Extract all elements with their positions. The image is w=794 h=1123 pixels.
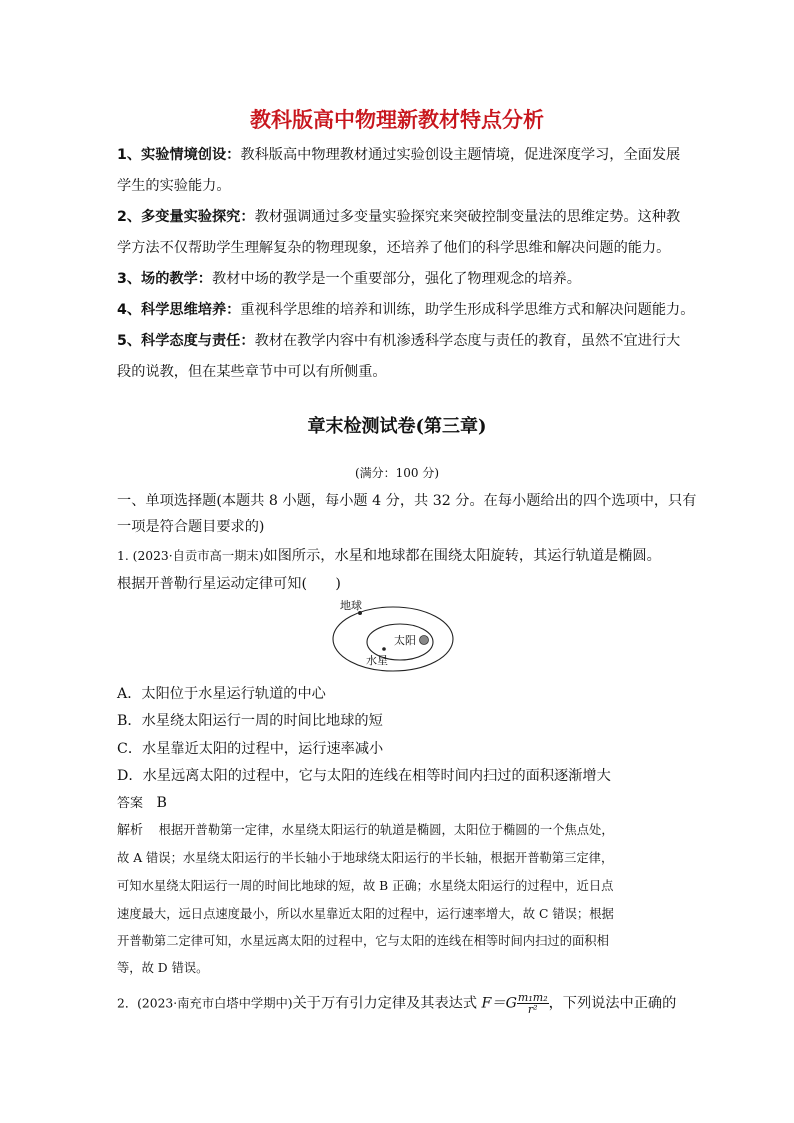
- analysis-line-2: 故 A 错误；水星绕太阳运行的半长轴小于地球绕太阳运行的半长轴，根据开普勒第三定律，: [117, 851, 614, 865]
- feature-text: 教材强调通过多变量实验探究来突破控制变量法的思维定势。这种教: [254, 209, 681, 225]
- answer-label: 答案: [117, 796, 144, 811]
- feature-4-line-1: [117, 300, 694, 320]
- feature-label: 1、实验情境创设：: [117, 147, 241, 163]
- feature-label: 4、科学思维培养：: [117, 302, 241, 318]
- question-source: 2．(2023·南充市白塔中学期中): [117, 996, 293, 1011]
- feature-5-line-1: [117, 331, 680, 351]
- formula-denominator: r²: [527, 1003, 538, 1016]
- feature-5-line-2: 段的说教，但在某些章节中可以有所侧重。: [117, 364, 387, 380]
- analysis-line-6: 等，故 D 错误。: [117, 961, 209, 975]
- orbit-diagram: [330, 598, 460, 674]
- section-heading-line-1: 一、单项选择题(本题共 8 小题，每小题 4 分，共 32 分。在每小题给出的四个选项中，只有: [117, 493, 697, 509]
- feature-2-line-1: [117, 207, 680, 227]
- formula-fraction: [517, 992, 549, 1015]
- earth-orbit: [333, 607, 453, 671]
- answer-value: B: [156, 795, 167, 811]
- feature-1-line-1: [117, 145, 680, 165]
- formula-lhs: F＝G: [481, 995, 517, 1012]
- feature-1-line-2: 学生的实验能力。: [117, 178, 231, 194]
- earth-label: 地球: [340, 599, 362, 612]
- feature-label: 3、场的教学：: [117, 271, 212, 287]
- formula-numerator: m₁m₂: [517, 991, 548, 1004]
- question-text: 如图所示，水星和地球都在围绕太阳旋转，其运行轨道是椭圆。: [263, 548, 661, 564]
- question-1-line-1: [117, 546, 661, 566]
- analysis-line-1: [117, 820, 614, 841]
- option-a: A．太阳位于水星运行轨道的中心: [117, 686, 326, 702]
- feature-text: 教科版高中物理教材通过实验创设主题情境，促进深度学习，全面发展: [240, 147, 681, 163]
- exam-title: 章末检测试卷(第三章): [307, 416, 487, 437]
- analysis-line-5: 开普勒第二定律可知，水星远离太阳的过程中，它与太阳的连线在相等时间内扫过的面积相: [117, 934, 609, 948]
- analysis-text: 根据开普勒第一定律，水星绕太阳运行的轨道是椭圆，太阳位于椭圆的一个焦点处，: [158, 823, 614, 837]
- feature-text: 重视科学思维的培养和训练，助学生形成科学思维方式和解决问题能力。: [240, 302, 695, 318]
- analysis-line-3: 可知水星绕太阳运行一周的时间比地球的短，故 B 正确；水星绕太阳运行的过程中，近日点: [117, 879, 614, 893]
- doc-title: 教科版高中物理新教材特点分析: [250, 108, 544, 132]
- mercury-icon: [382, 647, 386, 651]
- analysis-label: 解析: [117, 823, 144, 838]
- question-source: 1. (2023·自贡市高一期末): [117, 549, 264, 563]
- feature-3-line-1: [117, 269, 581, 289]
- section-heading-line-2: 一项是符合题目要求的): [117, 519, 265, 535]
- question-1-line-2: 根据开普勒行星运动定律可知( ): [117, 576, 341, 592]
- question-text-cont: ，下列说法中正确的: [548, 995, 677, 1012]
- mercury-label: 水星: [366, 654, 388, 667]
- sun-label: 太阳: [394, 634, 416, 647]
- option-d: D．水星远离太阳的过程中，它与太阳的连线在相等时间内扫过的面积逐渐增大: [117, 768, 611, 784]
- feature-text: 教材在教学内容中有机渗透科学态度与责任的教育，虽然不宜进行大: [254, 333, 681, 349]
- question-text: 关于万有引力定律及其表达式: [292, 995, 482, 1012]
- question-2-line-1: [117, 992, 676, 1015]
- analysis-line-4: 速度最大，远日点速度最小，所以水星靠近太阳的过程中，运行速率增大，故 C 错误；根据: [117, 907, 614, 921]
- feature-label: 2、多变量实验探究：: [117, 209, 255, 225]
- answer-line: [117, 793, 167, 814]
- option-c: C．水星靠近太阳的过程中，运行速率减小: [117, 741, 384, 757]
- sun-icon: [420, 636, 429, 645]
- option-b: B．水星绕太阳运行一周的时间比地球的短: [117, 713, 383, 729]
- feature-2-line-2: 学方法不仅帮助学生理解复杂的物理现象，还培养了他们的科学思维和解决问题的能力。: [117, 240, 671, 256]
- score-note: (满分：100 分): [354, 466, 440, 480]
- feature-label: 5、科学态度与责任：: [117, 333, 255, 349]
- feature-text: 教材中场的教学是一个重要部分，强化了物理观念的培养。: [212, 271, 581, 287]
